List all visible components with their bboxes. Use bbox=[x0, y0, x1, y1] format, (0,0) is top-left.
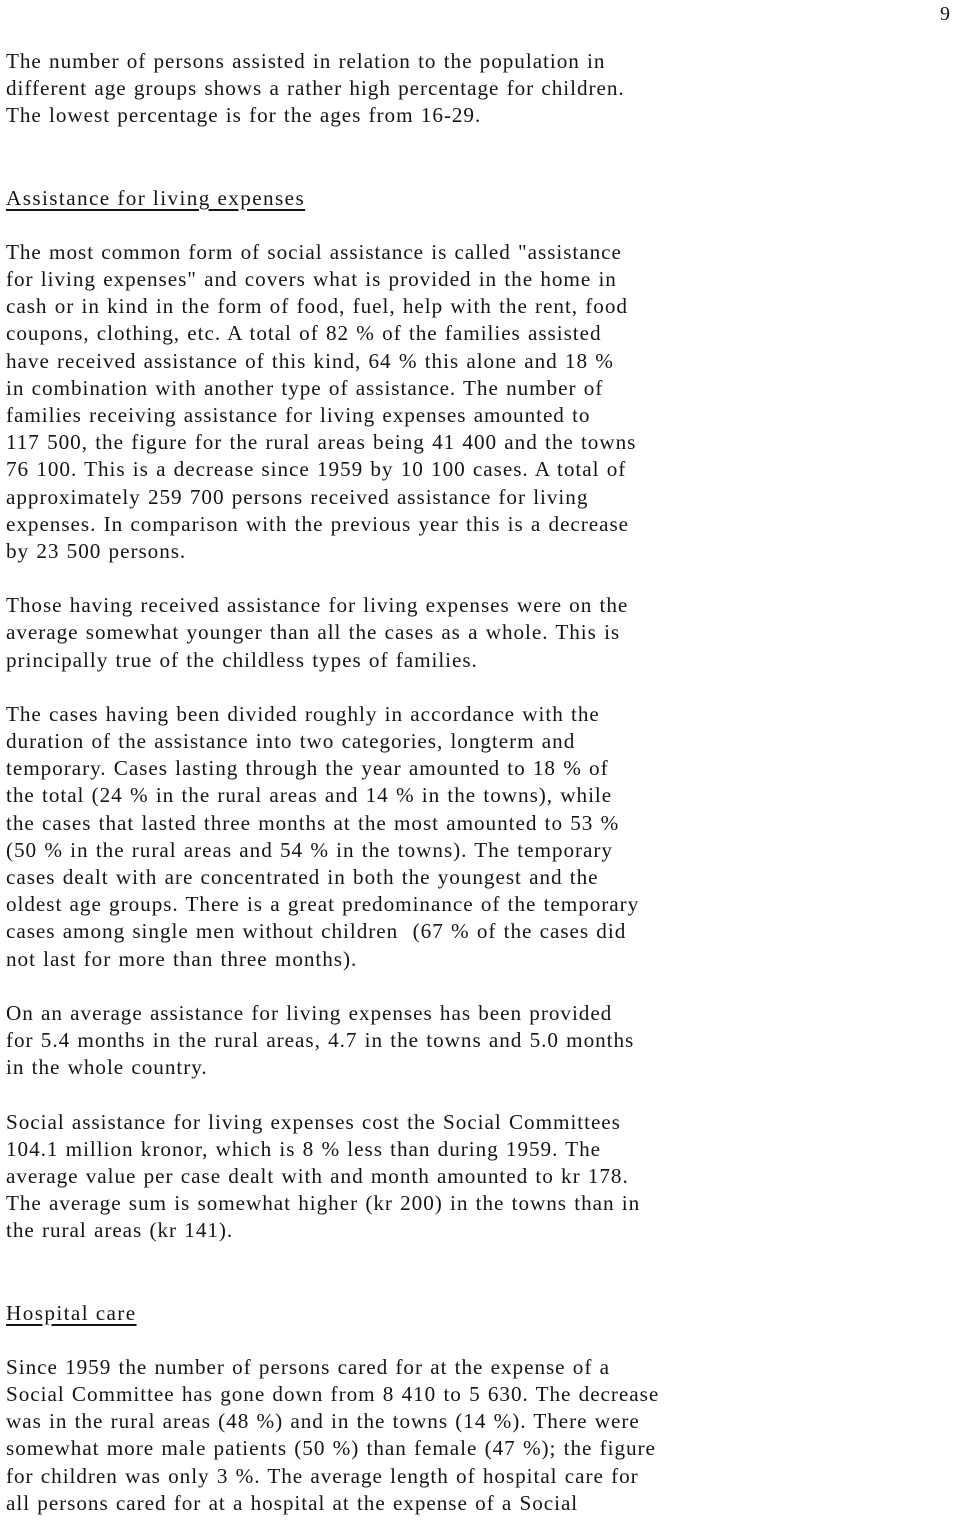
section-heading-hospital-care: Hospital care bbox=[6, 1300, 137, 1325]
text-line: Social Committee has gone down from 8 410 to 5 630. The decrease bbox=[6, 1381, 660, 1406]
text-line: The cases having been divided roughly in accordance with the bbox=[6, 701, 600, 726]
text-line: in the whole country. bbox=[6, 1055, 208, 1080]
text-line: temporary. Cases lasting through the year amounted to 18 % of bbox=[6, 756, 609, 781]
text-line: expenses. In comparison with the previous year this is a decrease bbox=[6, 511, 630, 536]
section-hospital-care bbox=[6, 1300, 950, 1517]
section-heading-living-expenses: Assistance for living expenses bbox=[6, 185, 306, 210]
document-body bbox=[6, 48, 950, 1517]
text-line: for 5.4 months in the rural areas, 4.7 in the towns and 5.0 months bbox=[6, 1028, 635, 1053]
paragraph-living-5 bbox=[6, 1109, 950, 1245]
text-line: have received assistance of this kind, 64 % this alone and 18 % bbox=[6, 348, 614, 373]
paragraph-living-4 bbox=[6, 1000, 950, 1082]
text-line: 104.1 million kronor, which is 8 % less than during 1959. The bbox=[6, 1136, 601, 1161]
paragraph-living-2 bbox=[6, 592, 950, 674]
paragraph-living-1 bbox=[6, 239, 950, 565]
text-line: the cases that lasted three months at the most amounted to 53 % bbox=[6, 810, 620, 835]
text-line: was in the rural areas (48 %) and in the towns (14 %). There were bbox=[6, 1409, 640, 1434]
text-line: families receiving assistance for living expenses amounted to bbox=[6, 403, 591, 428]
text-line: The lowest percentage is for the ages from 16-29. bbox=[6, 103, 482, 128]
text-line: approximately 259 700 persons received assistance for living bbox=[6, 484, 589, 509]
text-line: in combination with another type of assistance. The number of bbox=[6, 375, 604, 400]
text-line: Those having received assistance for living expenses were on the bbox=[6, 593, 629, 618]
text-line: cases among single men without children (67 % of the cases did bbox=[6, 919, 627, 944]
text-line: 117 500, the figure for the rural areas being 41 400 and the towns bbox=[6, 430, 637, 455]
section-living-expenses bbox=[6, 185, 950, 1245]
text-line: the total (24 % in the rural areas and 14 % in the towns), while bbox=[6, 783, 613, 808]
text-line: somewhat more male patients (50 %) than female (47 %); the figure bbox=[6, 1436, 656, 1461]
text-line: Social assistance for living expenses cost the Social Committees bbox=[6, 1109, 621, 1134]
text-line: oldest age groups. There is a great predominance of the temporary bbox=[6, 892, 640, 917]
text-line: different age groups shows a rather high percentage for children. bbox=[6, 76, 625, 101]
text-line: The average sum is somewhat higher (kr 200) in the towns than in bbox=[6, 1191, 641, 1216]
text-line: (50 % in the rural areas and 54 % in the towns). The temporary bbox=[6, 837, 613, 862]
text-line: average somewhat younger than all the cases as a whole. This is bbox=[6, 620, 621, 645]
text-line: duration of the assistance into two categories, longterm and bbox=[6, 729, 576, 754]
text-line: for living expenses" and covers what is provided in the home in bbox=[6, 267, 617, 292]
text-line: Since 1959 the number of persons cared for at the expense of a bbox=[6, 1354, 610, 1379]
text-line: cash or in kind in the form of food, fuel, help with the rent, food bbox=[6, 294, 628, 319]
text-line: The most common form of social assistance is called "assistance bbox=[6, 239, 622, 264]
text-line: the rural areas (kr 141). bbox=[6, 1218, 234, 1243]
paragraph-living-3 bbox=[6, 701, 950, 973]
intro-paragraph bbox=[6, 48, 950, 130]
paragraph-hospital-1 bbox=[6, 1354, 950, 1517]
text-line: not last for more than three months). bbox=[6, 946, 358, 971]
text-line: coupons, clothing, etc. A total of 82 % of the families assisted bbox=[6, 321, 602, 346]
text-line: 76 100. This is a decrease since 1959 by 10 100 cases. A total of bbox=[6, 457, 627, 482]
text-line: principally true of the childless types of families. bbox=[6, 647, 478, 672]
text-line: for children was only 3 %. The average length of hospital care for bbox=[6, 1463, 639, 1488]
text-line: On an average assistance for living expenses has been provided bbox=[6, 1000, 613, 1025]
text-line: cases dealt with are concentrated in both the youngest and the bbox=[6, 865, 599, 890]
page-number: 9 bbox=[940, 3, 950, 25]
text-line: average value per case dealt with and month amounted to kr 178. bbox=[6, 1163, 629, 1188]
text-line: by 23 500 persons. bbox=[6, 539, 187, 564]
text-line: all persons cared for at a hospital at the expense of a Social bbox=[6, 1490, 579, 1515]
text-line: The number of persons assisted in relation to the population in bbox=[6, 49, 606, 73]
